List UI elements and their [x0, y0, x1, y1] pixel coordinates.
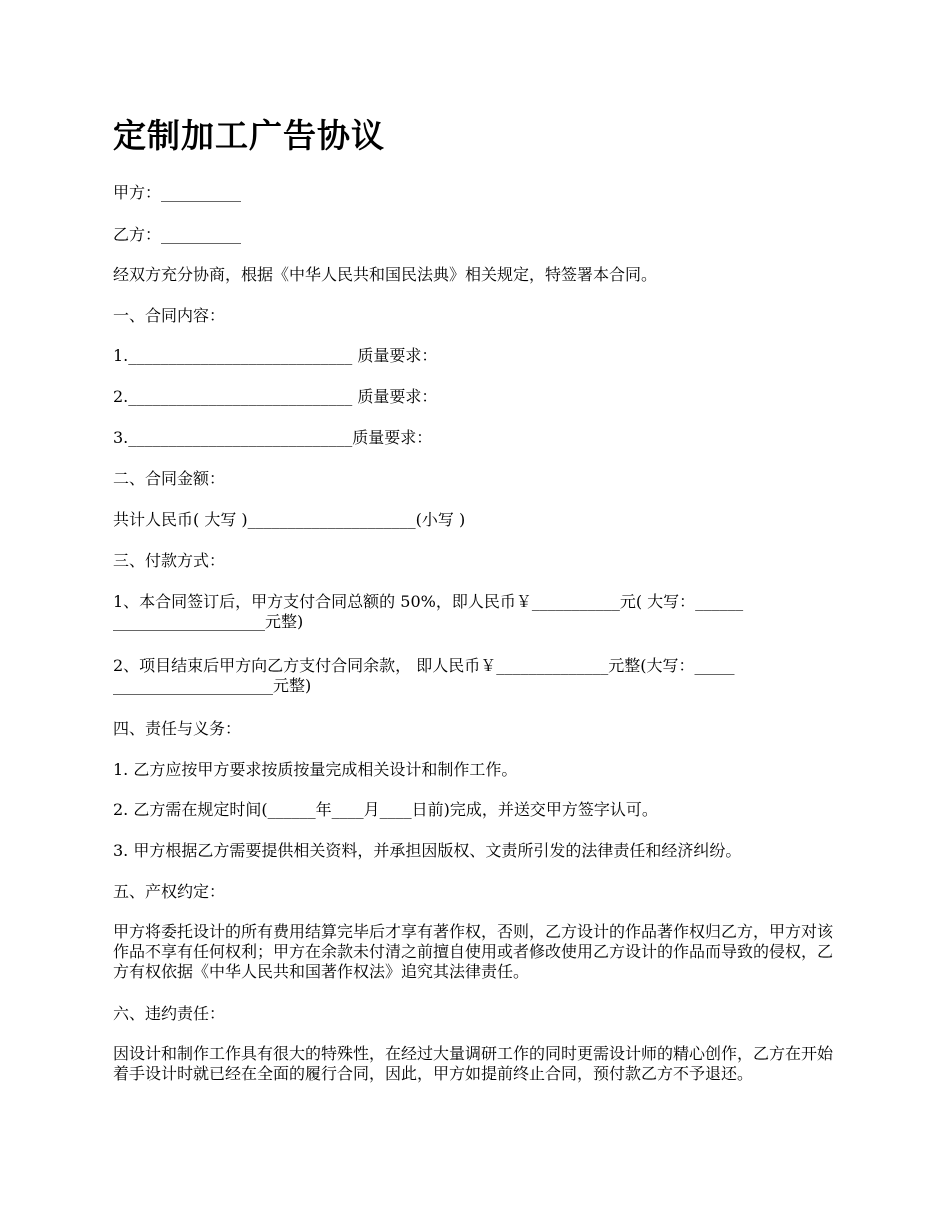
section-heading-contract-content: 一、合同内容： — [113, 306, 226, 325]
payment-item-2-line-1: 2、项目结束后甲方向乙方支付合同余款， 即人民币￥______________元整(大写：_____ — [113, 656, 735, 675]
section-heading-responsibilities: 四、责任与义务： — [113, 719, 242, 738]
payment-item-2-line-2: ____________________元整) — [113, 676, 312, 695]
section-heading-payment: 三、付款方式： — [113, 551, 226, 570]
party-a-line: 甲方：__________ — [113, 183, 242, 202]
responsibility-item-1: 1. 乙方应按甲方要求按质按量完成相关设计和制作工作。 — [113, 760, 518, 779]
breach-paragraph: 因设计和制作工作具有很大的特殊性，在经过大量调研工作的同时更需设计师的精心创作，乙方在开始着手设计时就已经在全面的履行合同，因此，甲方如提前终止合同，预付款乙方不予退还。 — [113, 1044, 834, 1083]
ip-paragraph: 甲方将委托设计的所有费用结算完毕后才享有著作权，否则，乙方设计的作品著作权归乙方，甲方对该作品不享有任何权利；甲方在余款未付清之前擅自使用或者修改使用乙方设计的作品而导致的侵权，乙方有权依据《中华人民共和国著作权法》追究其法律责任。 — [113, 922, 834, 981]
payment-item-1-line-2: ___________________元整) — [113, 612, 304, 631]
section-heading-breach: 六、违约责任： — [113, 1004, 226, 1023]
document-title: 定制加工广告协议 — [113, 116, 385, 155]
section-heading-contract-amount: 二、合同金额： — [113, 469, 226, 488]
content-item-3: 3.____________________________质量要求： — [113, 428, 433, 447]
responsibility-item-2: 2. 乙方需在规定时间(______年____月____日前)完成，并送交甲方签字认可。 — [113, 800, 658, 819]
amount-line: 共计人民币( 大写 )_____________________(小写 ) — [113, 510, 466, 529]
responsibility-item-3: 3. 甲方根据乙方需要提供相关资料，并承担因版权、文责所引发的法律责任和经济纠纷。 — [113, 841, 742, 860]
party-b-line: 乙方：__________ — [113, 225, 242, 244]
payment-item-1-line-1: 1、本合同签订后，甲方支付合同总额的 50%，即人民币￥___________元( 大写：______ — [113, 592, 744, 611]
section-heading-ip: 五、产权约定： — [113, 882, 226, 901]
preamble: 经双方充分协商，根据《中华人民共和国民法典》相关规定，特签署本合同。 — [113, 265, 658, 284]
content-item-1: 1.____________________________ 质量要求： — [113, 346, 438, 365]
content-item-2: 2.____________________________ 质量要求： — [113, 387, 438, 406]
